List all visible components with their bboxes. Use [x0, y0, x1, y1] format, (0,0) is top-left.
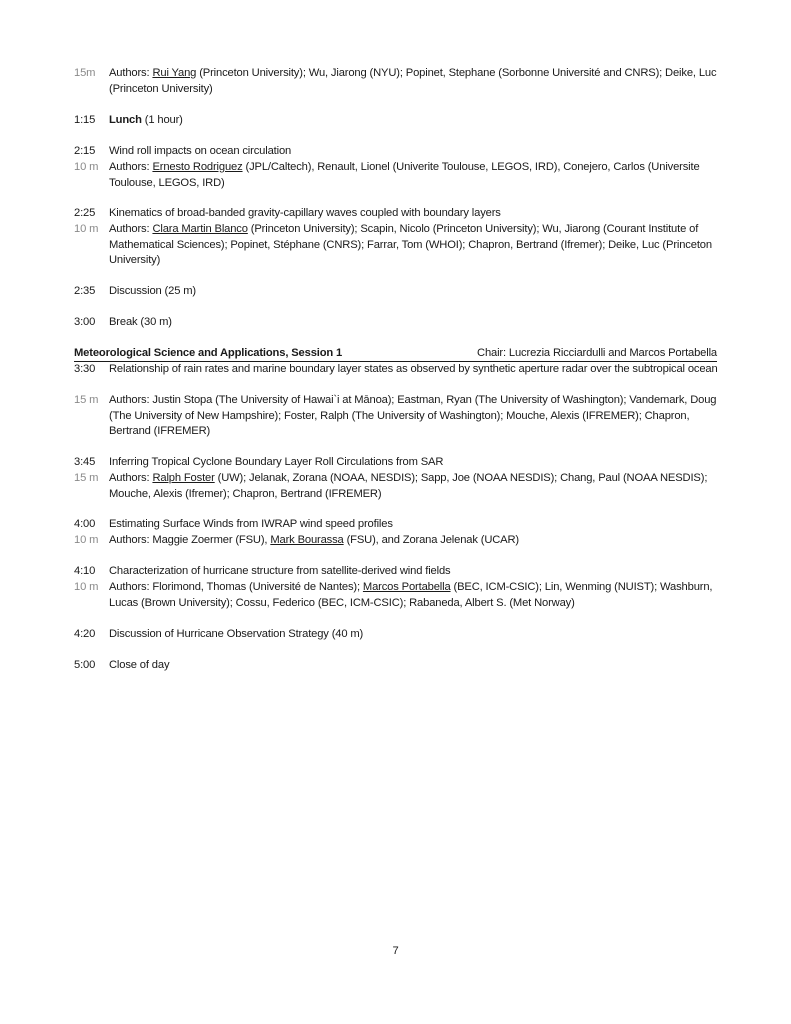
time-slot: 4:20: [74, 628, 96, 640]
agenda-item: [74, 315, 724, 331]
time-slot: 2:25: [74, 207, 96, 219]
item-title: Inferring Tropical Cyclone Boundary Layer Roll Circulations from SAR: [109, 456, 444, 468]
item-title: Kinematics of broad-banded gravity-capillary waves coupled with boundary layers: [109, 207, 501, 219]
presenter-name: Clara Martin Blanco: [152, 223, 248, 235]
item-title: Wind roll impacts on ocean circulation: [109, 145, 292, 157]
authors: Authors: Clara Martin Blanco (Princeton University); Scapin, Nicolo (Princeton University); Wu, Jiarong (Courant Institute of Mathematical Sciences); Popinet, Stéphane (CNRS); Farrar, Tom (WHOI); Chapron, Bertrand (Ifremer); Deike, Luc (Princeton University): [109, 223, 712, 267]
authors: Authors: Ralph Foster (UW); Jelanak, Zorana (NOAA, NESDIS); Sapp, Joe (NOAA NESDIS); Chang, Paul (NOAA NESDIS); Mouche, Alexis (Ifremer); Chapron, Bertrand (IFREMER): [109, 472, 708, 500]
time-slot: 3:00: [74, 316, 96, 328]
time-slot: 4:10: [74, 565, 96, 577]
agenda-item: [74, 206, 724, 222]
agenda-item: [74, 564, 724, 580]
agenda-item: [74, 144, 724, 160]
duration: 10 m: [74, 161, 99, 173]
item-title: Estimating Surface Winds from IWRAP wind speed profiles: [109, 518, 393, 530]
duration: 15m: [74, 67, 96, 79]
presenter-name: Ernesto Rodriguez: [152, 161, 243, 173]
agenda-authors-row: [74, 580, 724, 611]
time-slot: 3:45: [74, 456, 96, 468]
duration: 10 m: [74, 534, 99, 546]
item-title: Lunch (1 hour): [109, 114, 183, 126]
item-title: Relationship of rain rates and marine boundary layer states as observed by synthetic aperture radar over the subtropical ocean: [109, 363, 718, 375]
item-title: Discussion of Hurricane Observation Strategy (40 m): [109, 628, 364, 640]
agenda-item: [74, 66, 724, 97]
agenda-authors-row: [74, 222, 724, 269]
time-slot: 4:00: [74, 518, 96, 530]
presenter-name: Rui Yang: [152, 67, 197, 79]
duration: 15 m: [74, 472, 99, 484]
authors: Authors: Justin Stopa (The University of Hawai`i at Mānoa); Eastman, Ryan (The University of Washington); Vandemark, Doug (The University of New Hampshire); Foster, Ralph (The University of Washington); Mouche, Alexis (IFREMER); Chapron, Bertrand (IFREMER): [109, 394, 717, 438]
time-slot: 5:00: [74, 659, 96, 671]
agenda-item: [74, 113, 724, 129]
presenter-name: Marcos Portabella: [362, 581, 451, 593]
duration: 15 m: [74, 394, 99, 406]
session-chair: Chair: Lucrezia Ricciardulli and Marcos Portabella: [477, 347, 717, 359]
agenda-item: [74, 455, 724, 471]
presenter-name: Mark Bourassa: [270, 534, 344, 546]
duration: 10 m: [74, 581, 99, 593]
agenda-item: [74, 517, 724, 533]
time-slot: 1:15: [74, 114, 96, 126]
agenda-item: [74, 627, 724, 643]
duration: 10 m: [74, 223, 99, 235]
item-title: Discussion (25 m): [109, 285, 196, 297]
agenda-item: [74, 284, 724, 300]
agenda-authors-row: [74, 393, 724, 440]
item-title: Close of day: [109, 659, 170, 671]
time-slot: 2:35: [74, 285, 96, 297]
session-header: [74, 346, 717, 362]
agenda-authors-row: [74, 160, 724, 191]
time-slot: 2:15: [74, 145, 96, 157]
agenda-authors-row: [74, 471, 724, 502]
agenda-authors-row: [74, 533, 724, 549]
time-slot: 3:30: [74, 363, 96, 375]
authors: Authors: Maggie Zoermer (FSU), Mark Bourassa (FSU), and Zorana Jelenak (UCAR): [109, 534, 519, 546]
authors: Authors: Rui Yang (Princeton University); Wu, Jiarong (NYU); Popinet, Stephane (Sorbonne Université and CNRS); Deike, Luc (Princeton University): [109, 67, 717, 95]
authors: Authors: Ernesto Rodriguez (JPL/Caltech), Renault, Lionel (Univerite Toulouse, LEGOS, IRD), Conejero, Carlos (Universite Toulouse, LEGOS, IRD): [109, 161, 700, 189]
item-title: Break (30 m): [109, 316, 172, 328]
authors: Authors: Florimond, Thomas (Université de Nantes); Marcos Portabella (BEC, ICM-CSIC); Lin, Wenming (NUIST); Washburn, Lucas (Brown University); Cossu, Federico (BEC, ICM-CSIC); Rabaneda, Albert S. (Met Norway): [109, 581, 713, 609]
agenda-item: [74, 658, 724, 674]
session-title: Meteorological Science and Applications, Session 1: [74, 347, 343, 359]
item-title: Characterization of hurricane structure from satellite-derived wind fields: [109, 565, 451, 577]
presenter-name: Ralph Foster: [152, 472, 215, 484]
agenda-item: [74, 362, 724, 378]
page-number: 7: [392, 945, 399, 957]
